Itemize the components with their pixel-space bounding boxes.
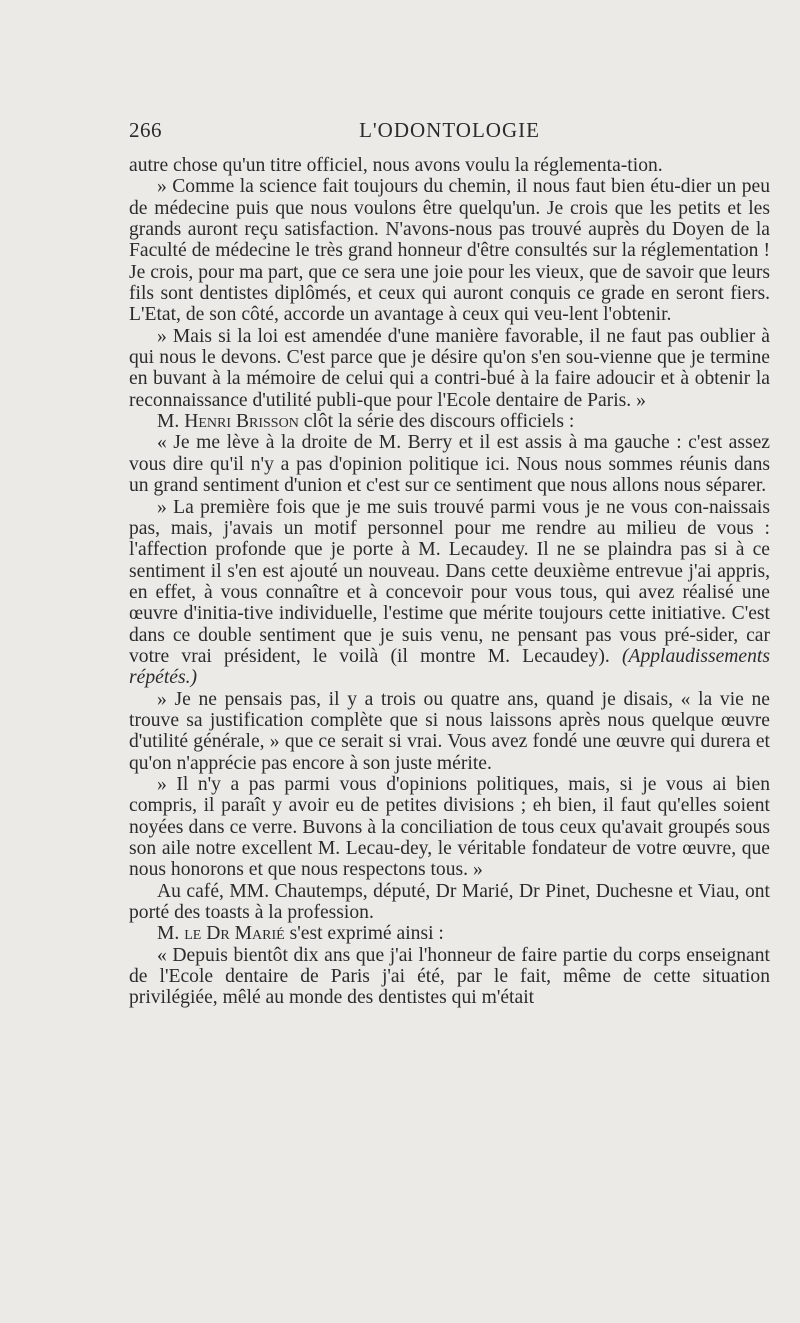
text-run: » Je ne pensais pas, il y a trois ou quatre ans, quand je disais, « la vie ne trouve sa justification complète que si nous laissons après nous quelque œuvre d'utilité générale, » que ce serait si vrai. Vous avez fondé une œuvre qui durera et qu'on n'apprécie pas encore à son juste mérite. bbox=[129, 688, 770, 774]
text-run: autre chose qu'un titre officiel, nous avons voulu la réglementa-tion. bbox=[129, 155, 663, 176]
styled-text: (Applaudissements répétés.) bbox=[129, 645, 770, 689]
text-run: » La première fois que je me suis trouvé parmi vous je ne vous con-naissais pas, mais, j'avais un motif personnel pour me rendre au milieu de vous : l'affection profonde que je porte à M. Lecaudey. Il ne se plaindra pas si à ce sentiment il s'en est ajouté un nouveau. Dans cette deuxième entrevue j'ai appris, en effet, à vous connaître et à concevoir pour vous tous, qui avez réalisé une œuvre d'initia-tive individuelle, l'estime que mérite toujours cette initiative. C'est dans ce double sentiment que je suis venu, ne pensant pas vous pré-sider, car votre vrai président, le voilà (il montre M. Lecaudey). bbox=[129, 496, 770, 667]
paragraph bbox=[129, 881, 770, 924]
text-run: « Depuis bientôt dix ans que j'ai l'honneur de faire partie du corps enseignant de l'Ecole dentaire de Paris j'ai été, par le fait, même de cette situation privilégiée, mêlé au monde des dentistes qui m'était bbox=[129, 944, 770, 1009]
body-text bbox=[129, 155, 770, 1009]
text-run: » Comme la science fait toujours du chemin, il nous faut bien étu-dier un peu de médecine puis que nous voulons être quelqu'un. Je crois que les petits et les grands auront reçu satisfaction. N'avons-nous pas trouvé auprès du Doyen de la Faculté de médecine le très grand honneur d'être consultés sur la réglementation ! Je crois, pour ma part, que ce sera une joie pour les vieux, que de savoir que leurs fils sont dentistes diplômés, et ceux qui auront conquis ce grade en seront fiers. L'Etat, de son côté, accorde un avantage à ceux qui veu-lent l'obtenir. bbox=[129, 176, 770, 326]
paragraph bbox=[129, 945, 770, 1009]
text-run: clôt la série des discours officiels : bbox=[298, 411, 575, 433]
text-run: s'est exprimé ainsi : bbox=[284, 923, 444, 945]
page-number: 266 bbox=[129, 118, 162, 142]
paragraph bbox=[129, 326, 770, 411]
paragraph bbox=[129, 774, 770, 881]
text-run: » Mais si la loi est amendée d'une manière favorable, il ne faut pas oublier à qui nous le devons. C'est parce que je désire qu'on s'en sou-vienne que je termine en buvant à la mémoire de celui qui a contri-bué à la faire adoucir et à obtenir la reconnaissance d'utilité publi-que pour l'Ecole dentaire de Paris. » bbox=[129, 325, 770, 411]
paragraph bbox=[129, 497, 770, 689]
paragraph bbox=[129, 689, 770, 774]
paragraph bbox=[129, 923, 770, 944]
text-run: » Il n'y a pas parmi vous d'opinions politiques, mais, si je vous ai bien compris, il paraît y avoir eu de petites divisions ; eh bien, il faut qu'elles soient noyées dans ce verre. Buvons à la conciliation de tous ceux qu'avait groupés sous son aile notre excellent M. Lecau-dey, le véritable fondateur de votre œuvre, que nous honorons et que nous respectons tous. » bbox=[129, 773, 770, 881]
paragraph bbox=[129, 411, 770, 432]
paragraph bbox=[129, 176, 770, 325]
text-run: Au café, MM. Chautemps, député, Dr Marié, Dr Pinet, Duchesne et Viau, ont porté des toasts à la profession. bbox=[129, 880, 770, 924]
paragraph bbox=[129, 432, 770, 496]
text-run: M. bbox=[157, 923, 185, 945]
paragraph bbox=[129, 155, 770, 176]
styled-text: le Dr Marié bbox=[184, 923, 285, 945]
page-header bbox=[129, 118, 770, 152]
running-title: L'ODONTOLOGIE bbox=[359, 118, 540, 142]
styled-text: Henri Brisson bbox=[184, 411, 299, 433]
text-run: M. bbox=[157, 411, 185, 433]
text-run: « Je me lève à la droite de M. Berry et il est assis à ma gauche : c'est assez vous dire qu'il n'y a pas d'opinion politique ici. Nous nous sommes réunis dans un grand sentiment d'union et c'est sur ce sentiment que nous allons nous séparer. bbox=[129, 432, 770, 497]
